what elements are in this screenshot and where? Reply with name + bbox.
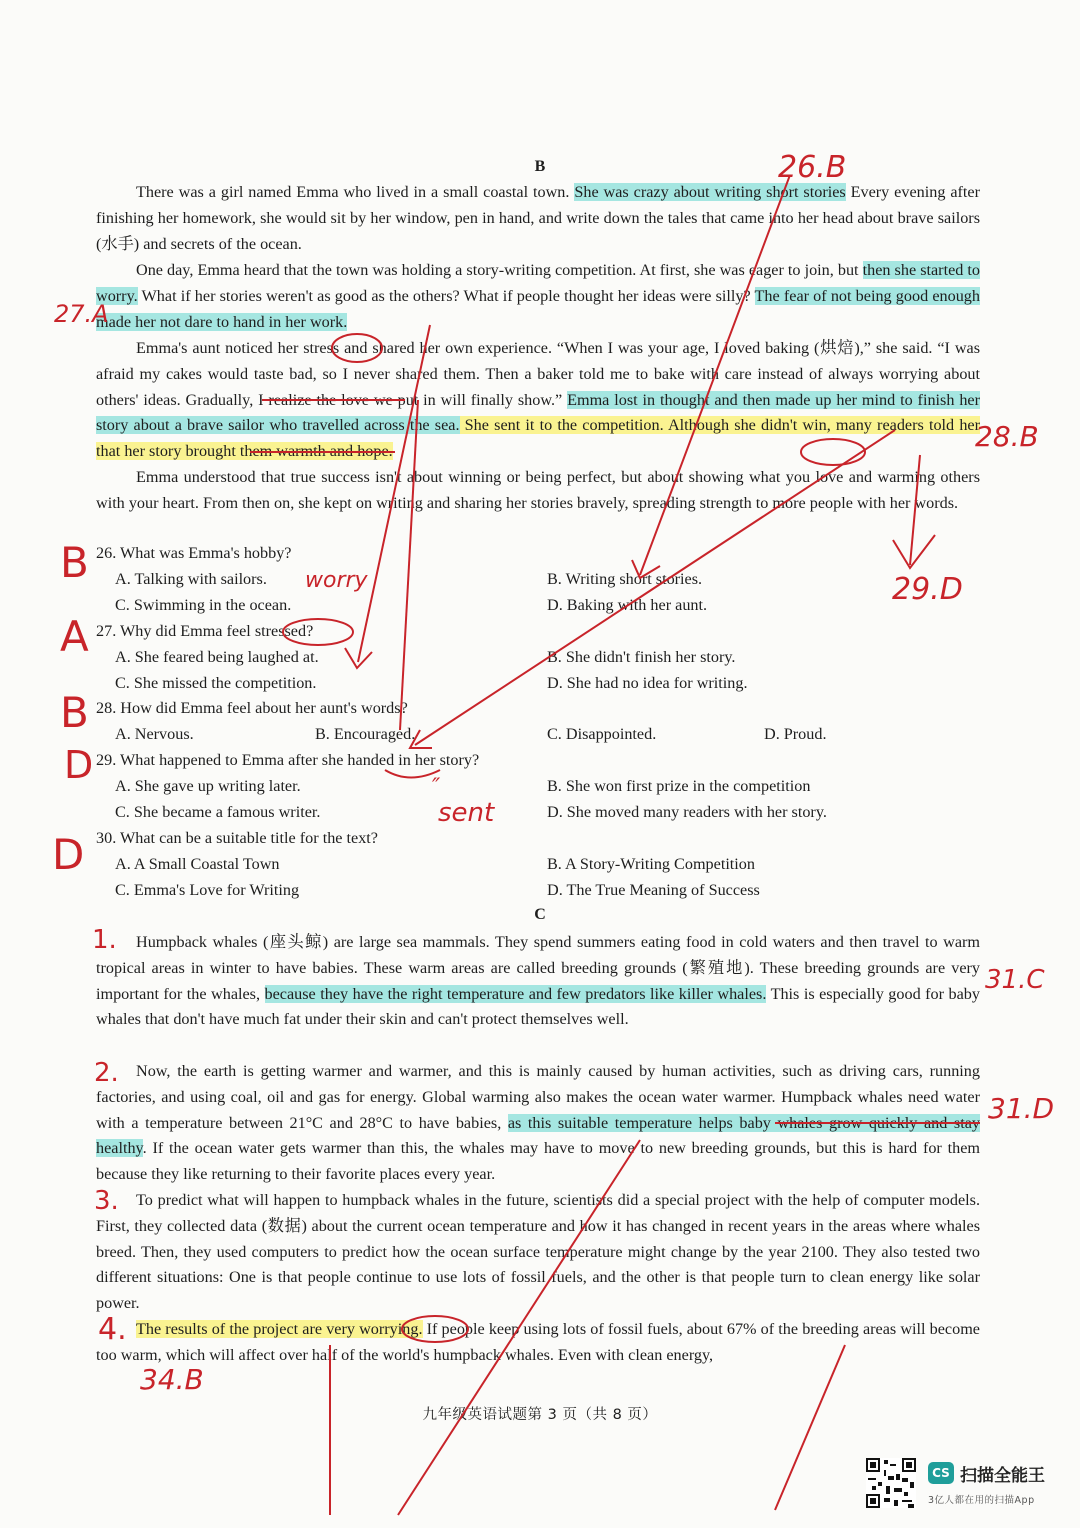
question-answer-letter: D (52, 830, 85, 879)
arrow-line (910, 455, 920, 565)
highlight: The results of the project are very worrying. (136, 1320, 423, 1338)
option: A. Nervous. (115, 725, 194, 743)
question-answer-letter: B (60, 688, 89, 737)
arrow-line (398, 1140, 640, 1515)
arrow-line (775, 1345, 845, 1510)
option: B. Writing short stories. (547, 570, 703, 588)
arrow-line (640, 175, 790, 575)
answer-mark-29: 29.D (892, 572, 963, 607)
option: D. Baking with her aunt. (547, 596, 708, 614)
arrow-line (415, 430, 895, 745)
question-answer-letter: A (60, 612, 89, 661)
margin-note: sent (438, 798, 495, 828)
option: D. She had no idea for writing. (547, 674, 748, 692)
question-28: 28. How did Emma feel about her aunt's words? (96, 699, 408, 717)
option: B. Encouraged. (315, 725, 416, 743)
highlight: The fear of not being good enough made her not dare to hand in her work. (96, 286, 980, 331)
option: A. A Small Coastal Town (115, 855, 280, 873)
paragraph-number: 4. (98, 1312, 127, 1347)
option: D. The True Meaning of Success (547, 881, 760, 899)
option: B. She didn't finish her story. (547, 648, 736, 666)
arrow-head (893, 535, 935, 568)
arrow-head (632, 560, 660, 578)
scanner-slogan: 3亿人都在用的扫描App (928, 1495, 1035, 1506)
option: A. She gave up writing later. (115, 777, 301, 795)
option: B. A Story-Writing Competition (547, 855, 755, 873)
answer-mark-34: 34.B (140, 1363, 204, 1396)
arrow-line (358, 325, 430, 662)
passage-b-paragraph-2: One day, Emma heard that the town was holding a story-writing competition. At first, she was eager to join, but then she started to worry. What if her stories weren't as good as the others? What if people thought her ideas were silly? The fear of not being good enough made her not dare to hand in her work. (96, 261, 980, 331)
option: C. She became a famous writer. (115, 803, 321, 821)
answer-mark-28: 28.B (975, 420, 1039, 453)
passage-c-paragraph-3: To predict what will happen to humpback whales in the future, scientists did a special project with the help of computer models. First, they collected data (数据) about the current ocean temperature and how it has changed in recent years in the areas where whales breed. Then, they used computers to predict how the ocean surface temperature might change by the year 2100. They also tested two different situations: One is that people continue to use lots of fossil fuels, and the other is that people turn to clean energy like solar power. (96, 1191, 980, 1313)
section-heading-b: B (534, 158, 546, 175)
section-heading-c: C (534, 906, 546, 923)
circle-mark (283, 619, 353, 645)
passage-b-paragraph-4: Emma understood that true success isn't about winning or being perfect, but about showing what you love and warming others with your heart. From then on, she kept on writing and sharing her stories bravely, spreading strength to more people with her words. (96, 468, 980, 512)
highlight: She sent it to the competition. Although she didn't win, many readers told her that her story brought them warmth and hope. (96, 416, 980, 461)
answer-mark-27: 27.A (54, 300, 109, 328)
option: A. Talking with sailors. (115, 570, 267, 588)
option: C. She missed the competition. (115, 674, 317, 692)
passage-b-paragraph-1: There was a girl named Emma who lived in a small coastal town. She was crazy about writing short stories Every evening after finishing her homework, she would sit by her window, pen in hand, and write down the tales that came into her head about brave sailors (水手) and secrets of the ocean. (96, 183, 980, 253)
answer-mark-31: 31.C (985, 965, 1045, 995)
option: C. Disappointed. (547, 725, 657, 743)
option: D. Proud. (764, 725, 827, 743)
question-27: 27. Why did Emma feel stressed? (96, 622, 314, 640)
question-answer-letter: D (64, 743, 94, 787)
answer-mark-31: 31.D (988, 1092, 1055, 1125)
highlight: because they have the right temperature and few predators like killer whales. (264, 984, 767, 1003)
option: C. Swimming in the ocean. (115, 596, 292, 614)
question-answer-letter: B (60, 538, 89, 587)
qr-code-icon (866, 1458, 916, 1508)
circle-mark (402, 1316, 468, 1342)
option: B. She won first prize in the competition (547, 777, 811, 795)
highlight: She was crazy about writing short stories (574, 183, 846, 201)
scanner-brand: 扫描全能王 (960, 1466, 1045, 1486)
ditto-mark: ″ (432, 775, 441, 800)
circle-mark (801, 439, 865, 465)
passage-c-paragraph-4: The results of the project are very worrying. If people keep using lots of fossil fuels, about 67% of the breeding areas will become too warm, which will affect over half of the world's humpback whales. Even with clean energy, (96, 1320, 980, 1364)
option: C. Emma's Love for Writing (115, 881, 300, 899)
passage-c-paragraph-1: Humpback whales (座头鲸) are large sea mammals. They spend summers eating food in cold waters and then travel to warm tropical areas in winter to have babies. These warm areas are called breeding grounds (繁殖地). These breeding grounds are very important for the whales, because they have the right temperature and few predators like killer whales. This is especially good for baby whales that don't have much fat under their skin and can't protect themselves well. (96, 933, 980, 1029)
option: D. She moved many readers with her story. (547, 803, 827, 821)
paragraph-number: 2. (94, 1058, 119, 1088)
arrow-head (410, 730, 432, 748)
question-26: 26. What was Emma's hobby? (96, 544, 292, 562)
question-30: 30. What can be a suitable title for the text? (96, 829, 378, 847)
highlight: then she started to worry. (96, 261, 980, 305)
question-29: 29. What happened to Emma after she handed in her story? (96, 751, 480, 769)
circle-mark (332, 334, 382, 362)
highlight: as this suitable temperature helps baby whales grow quickly and stay healthy (96, 1113, 980, 1158)
margin-note: worry (305, 568, 368, 593)
highlight: Emma lost in thought and then made up her mind to finish her story about a brave sailor who travelled across the sea. (96, 390, 980, 435)
option: A. She feared being laughed at. (115, 648, 319, 666)
passage-b-paragraph-3: Emma's aunt noticed her stress and shared her own experience. “When I was your age, I loved baking (烘焙),” she said. “I was afraid my cakes would taste bad, so I never shared them. Then a baker told me to bake with care instead of always worrying about others' ideas. Gradually, I realize the love we put in will finally show.” Emma lost in thought and then made up her mind to finish her story about a brave sailor who travelled across the sea. She sent it to the competition. Although she didn't win, many readers told her that her story brought them warmth and hope. (96, 339, 980, 461)
passage-c-paragraph-2: Now, the earth is getting warmer and warmer, and this is mainly caused by human activities, such as driving cars, running factories, and using coal, oil and gas for energy. Global warming also makes the ocean water warmer. Humpback whales need water with a temperature between 21°C and 28°C to have babies, as this suitable temperature helps baby whales grow quickly and stay healthy. If the ocean water gets warmer than this, the whales may have to move to new breeding grounds, but this is hard for them because they like returning to their favorite places every year. (96, 1062, 980, 1184)
scanner-logo: CS (928, 1462, 954, 1484)
page-footer: 九年级英语试题第 3 页（共 8 页） (422, 1407, 658, 1423)
paragraph-number: 3. (94, 1186, 119, 1216)
answer-mark-26: 26.B (778, 150, 847, 185)
paragraph-number: 1. (92, 925, 117, 955)
